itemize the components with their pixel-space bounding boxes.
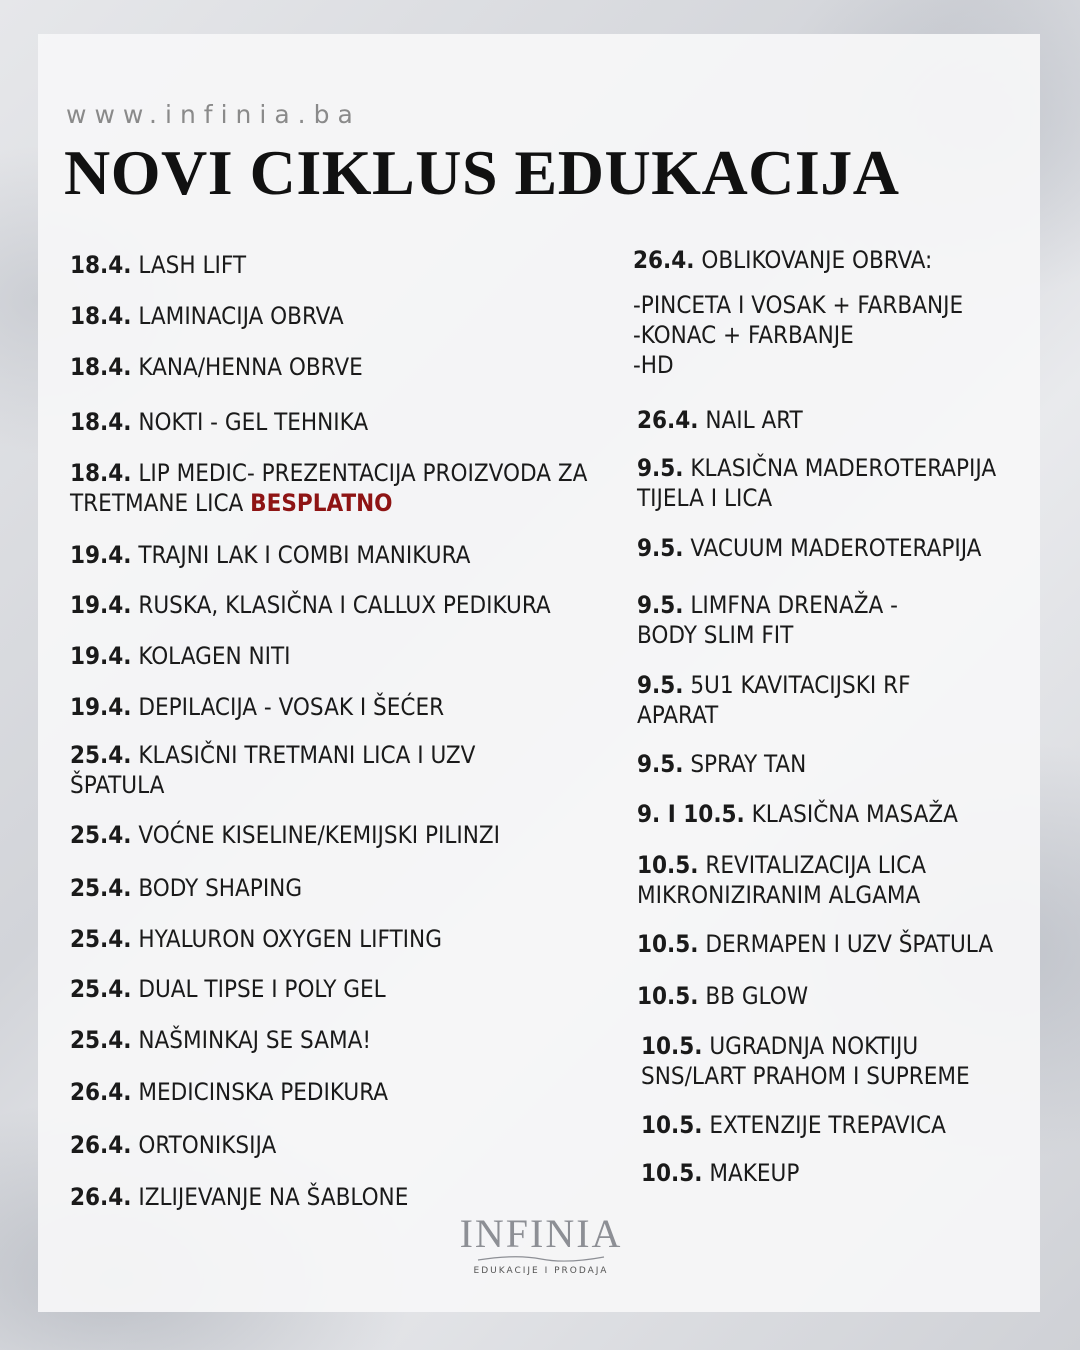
schedule-item: 25.4. KLASIČNI TRETMANI LICA I UZV ŠPATULA bbox=[70, 741, 476, 799]
schedule-item: 25.4. DUAL TIPSE I POLY GEL bbox=[70, 975, 386, 1003]
schedule-item: 18.4. LIP MEDIC- PREZENTACIJA PROIZVODA ZA TRETMANE LICA BESPLATNO bbox=[70, 459, 588, 517]
schedule-item: 9.5. KLASIČNA MADEROTERAPIJA TIJELA I LICA bbox=[637, 454, 997, 512]
schedule-item: 10.5. DERMAPEN I UZV ŠPATULA bbox=[637, 930, 994, 958]
schedule-item: 9.5. VACUUM MADEROTERAPIJA bbox=[637, 534, 982, 562]
schedule-item: 10.5. EXTENZIJE TREPAVICA bbox=[641, 1111, 946, 1139]
schedule-item: 9.5. LIMFNA DRENAŽA - BODY SLIM FIT bbox=[637, 591, 898, 649]
schedule-item: 25.4. HYALURON OXYGEN LIFTING bbox=[70, 925, 442, 953]
schedule-item: 10.5. MAKEUP bbox=[641, 1159, 800, 1187]
schedule-item: 26.4. ORTONIKSIJA bbox=[70, 1131, 277, 1159]
schedule-subitems: -PINCETA I VOSAK + FARBANJE -KONAC + FARBANJE -HD bbox=[633, 291, 964, 379]
schedule-item: 25.4. BODY SHAPING bbox=[70, 874, 303, 902]
schedule-item: 19.4. TRAJNI LAK I COMBI MANIKURA bbox=[70, 541, 471, 569]
schedule-item: 9.5. 5U1 KAVITACIJSKI RF APARAT bbox=[637, 671, 911, 729]
schedule-item: 26.4. MEDICINSKA PEDIKURA bbox=[70, 1078, 389, 1106]
schedule-item: 26.4. OBLIKOVANJE OBRVA: bbox=[633, 246, 933, 274]
infinia-logo bbox=[456, 1212, 626, 1276]
schedule-item: 19.4. DEPILACIJA - VOSAK I ŠEĆER bbox=[70, 693, 445, 721]
schedule-item: 18.4. LAMINACIJA OBRVA bbox=[70, 302, 344, 330]
schedule-item: 10.5. REVITALIZACIJA LICA MIKRONIZIRANIM ALGAMA bbox=[637, 851, 926, 909]
schedule-item: 19.4. KOLAGEN NITI bbox=[70, 642, 291, 670]
free-badge: BESPLATNO bbox=[250, 489, 393, 517]
schedule-item: 9. I 10.5. KLASIČNA MASAŽA bbox=[637, 800, 958, 828]
schedule-item: 18.4. NOKTI - GEL TEHNIKA bbox=[70, 408, 369, 436]
logo-tagline: EDUKACIJE I PRODAJA bbox=[473, 1266, 609, 1276]
schedule-item: 9.5. SPRAY TAN bbox=[637, 750, 807, 778]
website-url: www.infinia.ba bbox=[66, 100, 361, 129]
schedule-item: 10.5. BB GLOW bbox=[637, 982, 809, 1010]
schedule-item: 25.4. VOĆNE KISELINE/KEMIJSKI PILINZI bbox=[70, 821, 501, 849]
schedule-item: 25.4. NAŠMINKAJ SE SAMA! bbox=[70, 1026, 372, 1054]
schedule-item: 18.4. LASH LIFT bbox=[70, 251, 247, 279]
schedule-item: 10.5. UGRADNJA NOKTIJU SNS/LART PRAHOM I SUPREME bbox=[641, 1032, 970, 1090]
schedule-item: 19.4. RUSKA, KLASIČNA I CALLUX PEDIKURA bbox=[70, 591, 551, 619]
schedule-item: 26.4. NAIL ART bbox=[637, 406, 803, 434]
page-title: NOVI CIKLUS EDUKACIJA bbox=[64, 137, 900, 208]
logo-wordmark: INFINIA bbox=[459, 1211, 623, 1256]
schedule-item: 18.4. KANA/HENNA OBRVE bbox=[70, 353, 363, 381]
schedule-item: 26.4. IZLIJEVANJE NA ŠABLONE bbox=[70, 1183, 409, 1211]
